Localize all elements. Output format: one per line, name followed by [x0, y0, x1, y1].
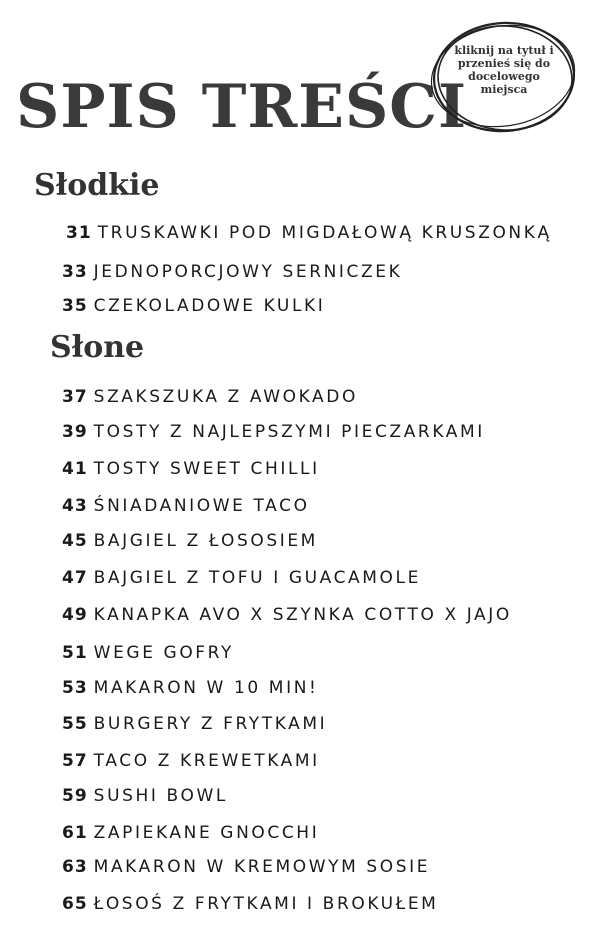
entry-label: BAJGIEL Z TOFU I GUACAMOLE — [93, 568, 421, 588]
toc-entry[interactable] — [62, 823, 319, 843]
toc-entry[interactable] — [66, 223, 552, 243]
entry-label: TOSTY Z NAJLEPSZYMI PIECZARKAMI — [93, 422, 485, 442]
section-heading-sweet: Słodkie — [34, 168, 160, 203]
page-number: 47 — [62, 568, 88, 588]
entry-label: TOSTY SWEET CHILLI — [93, 459, 320, 479]
toc-entry[interactable] — [62, 262, 402, 282]
page-number: 39 — [62, 422, 88, 442]
toc-entry[interactable] — [62, 678, 318, 698]
entry-label: ŚNIADANIOWE TACO — [93, 496, 310, 516]
hint-line: kliknij na tytuł i — [454, 44, 554, 57]
page-number: 53 — [62, 678, 88, 698]
entry-label: BURGERY Z FRYTKAMI — [93, 714, 328, 734]
page-number: 61 — [62, 823, 88, 843]
toc-entry[interactable] — [62, 786, 228, 806]
page-number: 37 — [62, 387, 88, 407]
page-title: SPIS TREŚCI — [16, 72, 468, 142]
toc-entry[interactable] — [62, 751, 320, 771]
toc-entry[interactable] — [62, 531, 318, 551]
page-number: 51 — [62, 643, 88, 663]
entry-label: JEDNOPORCJOWY SERNICZEK — [93, 262, 403, 282]
entry-label: TACO Z KREWETKAMI — [93, 751, 320, 771]
entry-label: ZAPIEKANE GNOCCHI — [93, 823, 320, 843]
toc-entry[interactable] — [62, 605, 512, 625]
toc-entry[interactable] — [62, 496, 310, 516]
page-number: 65 — [62, 894, 88, 914]
entry-label: BAJGIEL Z ŁOSOSIEM — [93, 531, 318, 551]
entry-label: SZAKSZUKA Z AWOKADO — [93, 387, 358, 407]
toc-entry[interactable] — [62, 296, 325, 316]
entry-label: KANAPKA AVO X SZYNKA COTTO X JAJO — [93, 605, 512, 625]
toc-entry[interactable] — [62, 422, 485, 442]
toc-entry[interactable] — [62, 643, 234, 663]
section-heading-savory: Słone — [50, 330, 145, 365]
toc-entry[interactable] — [62, 568, 421, 588]
entry-label: MAKARON W KREMOWYM SOSIE — [93, 857, 431, 877]
entry-label: ŁOSOŚ Z FRYTKAMI I BROKUŁEM — [93, 894, 439, 914]
page-number: 49 — [62, 605, 88, 625]
toc-entry[interactable] — [62, 459, 320, 479]
entry-label: TRUSKAWKI POD MIGDAŁOWĄ KRUSZONKĄ — [97, 223, 552, 243]
hint-line: przenieś się do — [457, 57, 551, 70]
toc-entry[interactable] — [62, 894, 438, 914]
entry-label: MAKARON W 10 MIN! — [93, 678, 319, 698]
page-number: 45 — [62, 531, 88, 551]
entry-label: CZEKOLADOWE KULKI — [93, 296, 326, 316]
page-number: 35 — [62, 296, 88, 316]
page-number: 33 — [62, 262, 88, 282]
entry-label: WEGE GOFRY — [93, 643, 234, 663]
entry-label: SUSHI BOWL — [93, 786, 228, 806]
hint-line: docelowego — [468, 70, 540, 83]
toc-entry[interactable] — [62, 387, 358, 407]
page-number: 41 — [62, 459, 88, 479]
page-number: 31 — [66, 223, 92, 243]
page-number: 43 — [62, 496, 88, 516]
hint-line: miejsca — [480, 83, 528, 96]
page-number: 59 — [62, 786, 88, 806]
page-number: 57 — [62, 751, 88, 771]
toc-entry[interactable] — [62, 714, 327, 734]
hint-text — [444, 44, 564, 96]
page-number: 55 — [62, 714, 88, 734]
hint-stamp — [430, 18, 578, 136]
toc-entry[interactable] — [62, 857, 430, 877]
page-number: 63 — [62, 857, 88, 877]
